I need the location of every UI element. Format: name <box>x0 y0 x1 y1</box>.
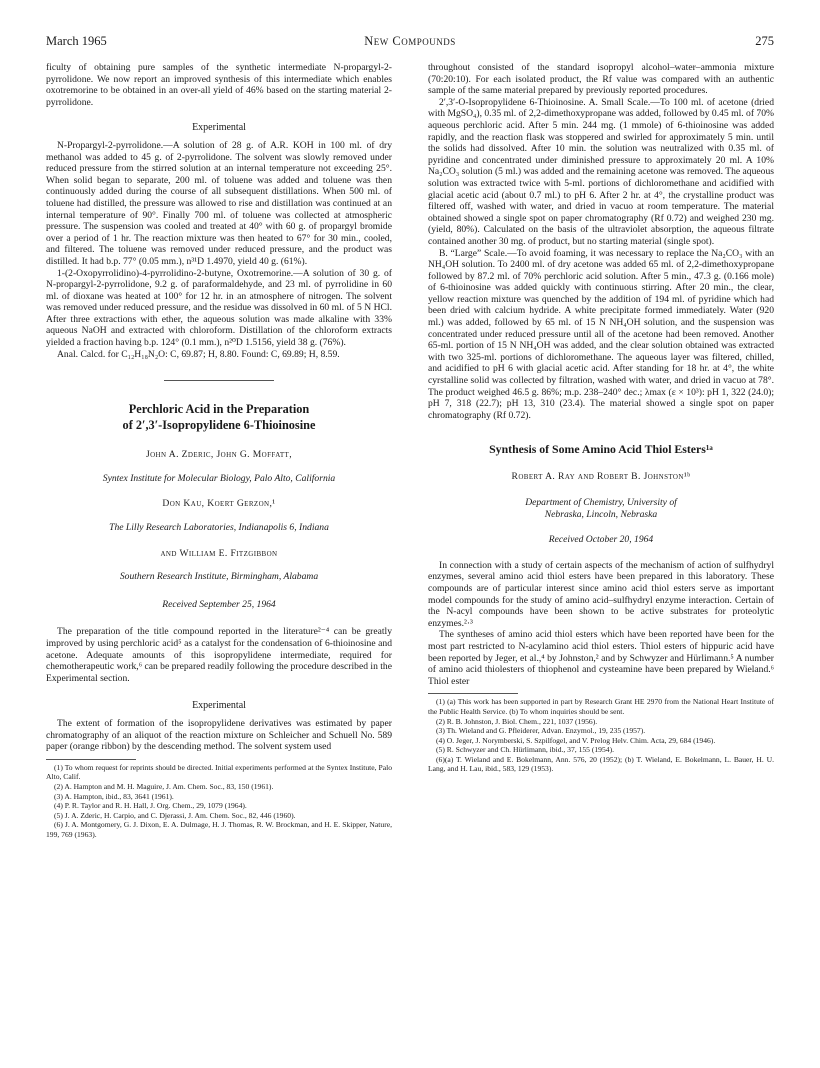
intro-paragraph: ficulty of obtaining pure samples of the synthetic intermediate N-propargyl-2-pyrrolidone. We now report an improved synthesis of this intermediate which enables oxotremorine to be obtained in an over-all yield of 46% based on the starting material 2-pyrrolidone. <box>46 62 392 108</box>
oxotremorine-paragraph: 1-(2-Oxopyrrolidino)-4-pyrrolidino-2-butyne, Oxotremorine.—A solution of 30 g. of N-propargyl-2-pyrrolidone, 9.2 g. of paraformaldehyde, and 23 ml. of pyrrolidine in 60 ml. of dioxane was heated at 100° for 12 hr. in an atmosphere of nitrogen. The solvent was removed under reduced pressure, and the residue was dissolved in 60 ml. of 5 N HCl. After three extractions with ether, the aqueous solution was made alkaline with 33% aqueous NaOH and extracted with chloroform. Distillation of the chloroform extracts yielded a fraction having b.p. 124° (0.1 mm.), n²⁰D 1.5156, yield 38 g. (76%). <box>46 267 392 349</box>
footnote: (2) A. Hampton and M. H. Maguire, J. Am. Chem. Soc., 83, 150 (1961). <box>54 781 274 791</box>
header-page-number: 275 <box>755 34 774 48</box>
right-column <box>428 62 774 774</box>
article2-affiliation-line-2: Nebraska, Lincoln, Nebraska <box>544 508 658 520</box>
running-header <box>46 34 774 50</box>
footnote: (5) R. Schwyzer and Ch. Hürlimann, ibid., 37, 155 (1954). <box>436 745 615 755</box>
footnote: (3) A. Hampton, ibid., 83, 3641 (1961). <box>54 791 174 801</box>
chromatography-paragraph: The extent of formation of the isopropylidene derivatives was estimated by paper chromatography of an aliquot of the reaction mixture on Schleicher and Schuell No. 589 paper (orange ribbon) by the descending method. The solvent system used <box>46 717 392 753</box>
article2-received-date: Received October 20, 1964 <box>548 534 654 546</box>
small-scale-paragraph: 2′,3′-O-Isopropylidene 6-Thioinosine. A. Small Scale.—To 100 ml. of acetone (dried with MgSO₄), 0.35 ml. of 2,2-dimethoxypropane was added, followed by 0.45 ml. of 70% aqueous perchloric acid. After 5 min. 244 mg. (1 mmole) of 6-thioinosine was added rapidly, and the reaction flask was stoppered and swirled for approximately 5 min. until the solids had dissolved. After 10 min. the solution was neutralized with 0.35 ml. of pyridine and concentrated under diminished pressure to approximately 20 ml. A 10% Na₂CO₃ solution (5 ml.) was added and the remaining acetone was removed. The aqueous solution was extracted twice with 5-ml. portions of dichloromethane and acidified with glacial acetic acid (about 0.7 ml.) to pH 6. After 2 hr. at 4°, the crystalline product was filtered off, washed with water, and dried in vacuo at room temperature. The material obtained showed a single spot on paper chromatography (Rf 0.72) and weighed 230 mg. (yield, 80%). Calculated on the basis of the ultraviolet absorption, the aqueous filtrate contained another 30 mg. of product, but no starting material (single spot). <box>428 96 775 247</box>
propargyl-pyrrolidone-paragraph: N-Propargyl-2-pyrrolidone.—A solution of 28 g. of A.R. KOH in 100 ml. of dry methanol was added to 45 g. of 2-pyrrolidone. The solvent was slowly removed under reduced pressure from the stirred solution at an internal temperature not exceeding 25°. When solid began to separate, 200 ml. of toluene was added and toluene was then continuously added during the course of all subsequent distillations. When 500 ml. of toluene had distilled, the pressure was allowed to rise and distillation was continued at an internal temperature of 90°. Finally 700 ml. of toluene was collected at atmospheric pressure. The suspension was cooled and treated at 40° with 60 g. of propargyl bromide over a period of 1 hr. The reaction mixture was then heated to 67° for 30 min., cooled, and filtered. The toluene was removed under reduced pressure, and the product was distilled. It had b.p. 77° (0.05 mm.), n³¹D 1.4970, yield 40 g. (61%). <box>46 139 392 267</box>
footnote: (4) O. Jeger, J. Norymberski, S. Szpilfogel, and V. Prelog Helv. Chim. Acta, 29, 684 (1946). <box>436 735 716 745</box>
footnote-rule <box>428 693 518 694</box>
large-scale-paragraph: B. “Large” Scale.—To avoid foaming, it was necessary to replace the Na₂CO₃ with an NH₄OH solution. To 2400 ml. of dry acetone was added 65 ml. of 2,2-dimethoxypropane followed by 87.2 ml. of 70% perchloric acid solution. After 5 min., 47.3 g. (0.166 mole) of 6-thioinosine was added quickly with continuous stirring. After 20 min., the clear, yellow reaction mixture was quenched by the addition of 194 ml. of pyridine which had been dried with calcium hydride. A white precipitate formed immediately. Water (920 ml.) was added, followed by 65 ml. of 15 N NH₄OH solution, and the suspension was concentrated under reduced pressure until all of the acetone had been removed. Another 65-ml. portion of 15 N NH₄OH was added, and the clear solution obtained was extracted with two 325-ml. portions of dichloromethane. The aqueous layer was filtered, chilled, and acidified to pH 6 with glacial acetic acid. After standing for 18 hr. at 4°, the white cyrstalline solid was collected by filtration, washed with water, and dried in vacuo at 78°. The product weighed 46.5 g. 86%; m.p. 238–240° dec.; λmax (ε × 10³): pH 1, 322 (24.0); pH 7, 318 (22.7); pH 13, 310 (23.4). The material showed a single spot on paper chromatography (Rf 0.72). <box>428 247 774 421</box>
footnote: (5) J. A. Zderic, H. Carpio, and C. Djerassi, J. Am. Chem. Soc., 82, 446 (1960). <box>54 810 296 820</box>
footnotes-left <box>46 763 392 840</box>
footnotes-right <box>428 697 774 774</box>
header-journal: New Compounds <box>364 34 456 48</box>
affiliation-3: Southern Research Institute, Birmingham, Alabama <box>119 571 319 583</box>
footnote: (1) (a) This work has been supported in part by Research Grant HE 2970 from the National Heart Institute of the Public Health Service. (b) To whom inquiries should be sent. <box>428 697 774 716</box>
authors-line-3: and William E. Fitzgibbon <box>160 547 278 559</box>
footnote: (4) P. R. Taylor and R. H. Hall, J. Org. Chem., 29, 1079 (1964). <box>54 801 247 811</box>
affiliation-1: Syntex Institute for Molecular Biology, Palo Alto, California <box>102 472 336 484</box>
affiliation-2: The Lilly Research Laboratories, Indianapolis 6, Indiana <box>109 522 329 534</box>
footnote: (3) Th. Wieland and G. Pfleiderer, Advan. Enzymol., 19, 235 (1957). <box>436 726 646 736</box>
left-column <box>46 62 392 840</box>
article2-authors: Robert A. Ray and Robert B. Johnston¹ᵇ <box>511 471 691 483</box>
footnote: (1) To whom request for reprints should be directed. Initial experiments performed at the Syntex Institute, Palo Alto, Calif. <box>46 762 392 782</box>
solvent-system-paragraph: throughout consisted of the standard isopropyl alcohol–water–ammonia mixture (70:20:10). For each isolated product, the Rf value was compared with an authentic sample of the same material prepared by previously reported procedures. <box>428 62 774 97</box>
article-body-paragraph: The preparation of the title compound reported in the literature²⁻⁴ can be greatly improved by using perchloric acid⁵ as a catalyst for the condensation of 6-thioinosine and acetone. Adequate amounts of this isopropylidene intermediate, required for chemotherapeutic work,⁶ can be prepared readily following the procedure described in the Experimental section. <box>46 626 392 684</box>
article2-affiliation-line-1: Department of Chemistry, University of <box>525 497 677 508</box>
received-date: Received September 25, 1964 <box>162 598 276 610</box>
article2-title: Synthesis of Some Amino Acid Thiol Esters¹ᵃ <box>489 442 713 457</box>
analysis-paragraph: Anal. Calcd. for C₁₂H₁₈N₂O: C, 69.87; H, 8.80. Found: C, 69.89; H, 8.59. <box>57 348 340 360</box>
header-date: March 1965 <box>46 34 107 48</box>
experimental-heading-1: Experimental <box>192 122 246 134</box>
authors-line-2: Don Kau, Koert Gerzon,¹ <box>162 498 276 510</box>
authors-line-1: John A. Zderic, John G. Moffatt, <box>145 449 293 461</box>
article-title-line-1: Perchloric Acid in the Preparation <box>128 402 310 417</box>
footnote-rule <box>46 759 136 760</box>
article-title-line-2: of 2′,3′-Isopropylidene 6-Thioinosine <box>122 418 316 433</box>
article2-paragraph-1: In connection with a study of certain aspects of the mechanism of action of sulfhydryl enzymes, several amino acid thiol esters have been prepared in this laboratory. These compounds are of particular interest since amino acid thiol esters serve as important model compounds for the study of amino acid–sulfhydryl enzyme interaction. Certain of the N-acyl compounds have been shown to be active substrates for proteolytic enzymes.²·³ <box>428 559 774 629</box>
footnote: (2) R. B. Johnston, J. Biol. Chem., 221, 1037 (1956). <box>436 716 598 726</box>
article-divider <box>164 380 274 381</box>
article2-paragraph-2: The syntheses of amino acid thiol esters which have been reported have been for the most part restricted to N-acylamino acid thiol esters. Thiol esters of hippuric acid have been reported by Jeger, et al.,⁴ by Johnston,² and by Schwyzer and Hürlimann.⁵ A number of amino acid thiolesters of thiophenol and cysteamine have been prepared by Wieland.⁶ Thiol ester <box>428 629 774 687</box>
experimental-heading-2: Experimental <box>192 700 246 712</box>
footnote: (6) J. A. Montgomery, G. J. Dixon, E. A. Dulmage, H. J. Thomas, R. W. Brockman, and H. E. Skipper, Nature, 199, 769 (1963). <box>46 820 392 839</box>
footnote: (6)(a) T. Wieland and E. Bokelmann, Ann. 576, 20 (1952); (b) T. Wieland, E. Bokelmann, L. Bauer, H. U. Lang, and H. Lau, ibid., 583, 129 (1953). <box>428 754 774 774</box>
